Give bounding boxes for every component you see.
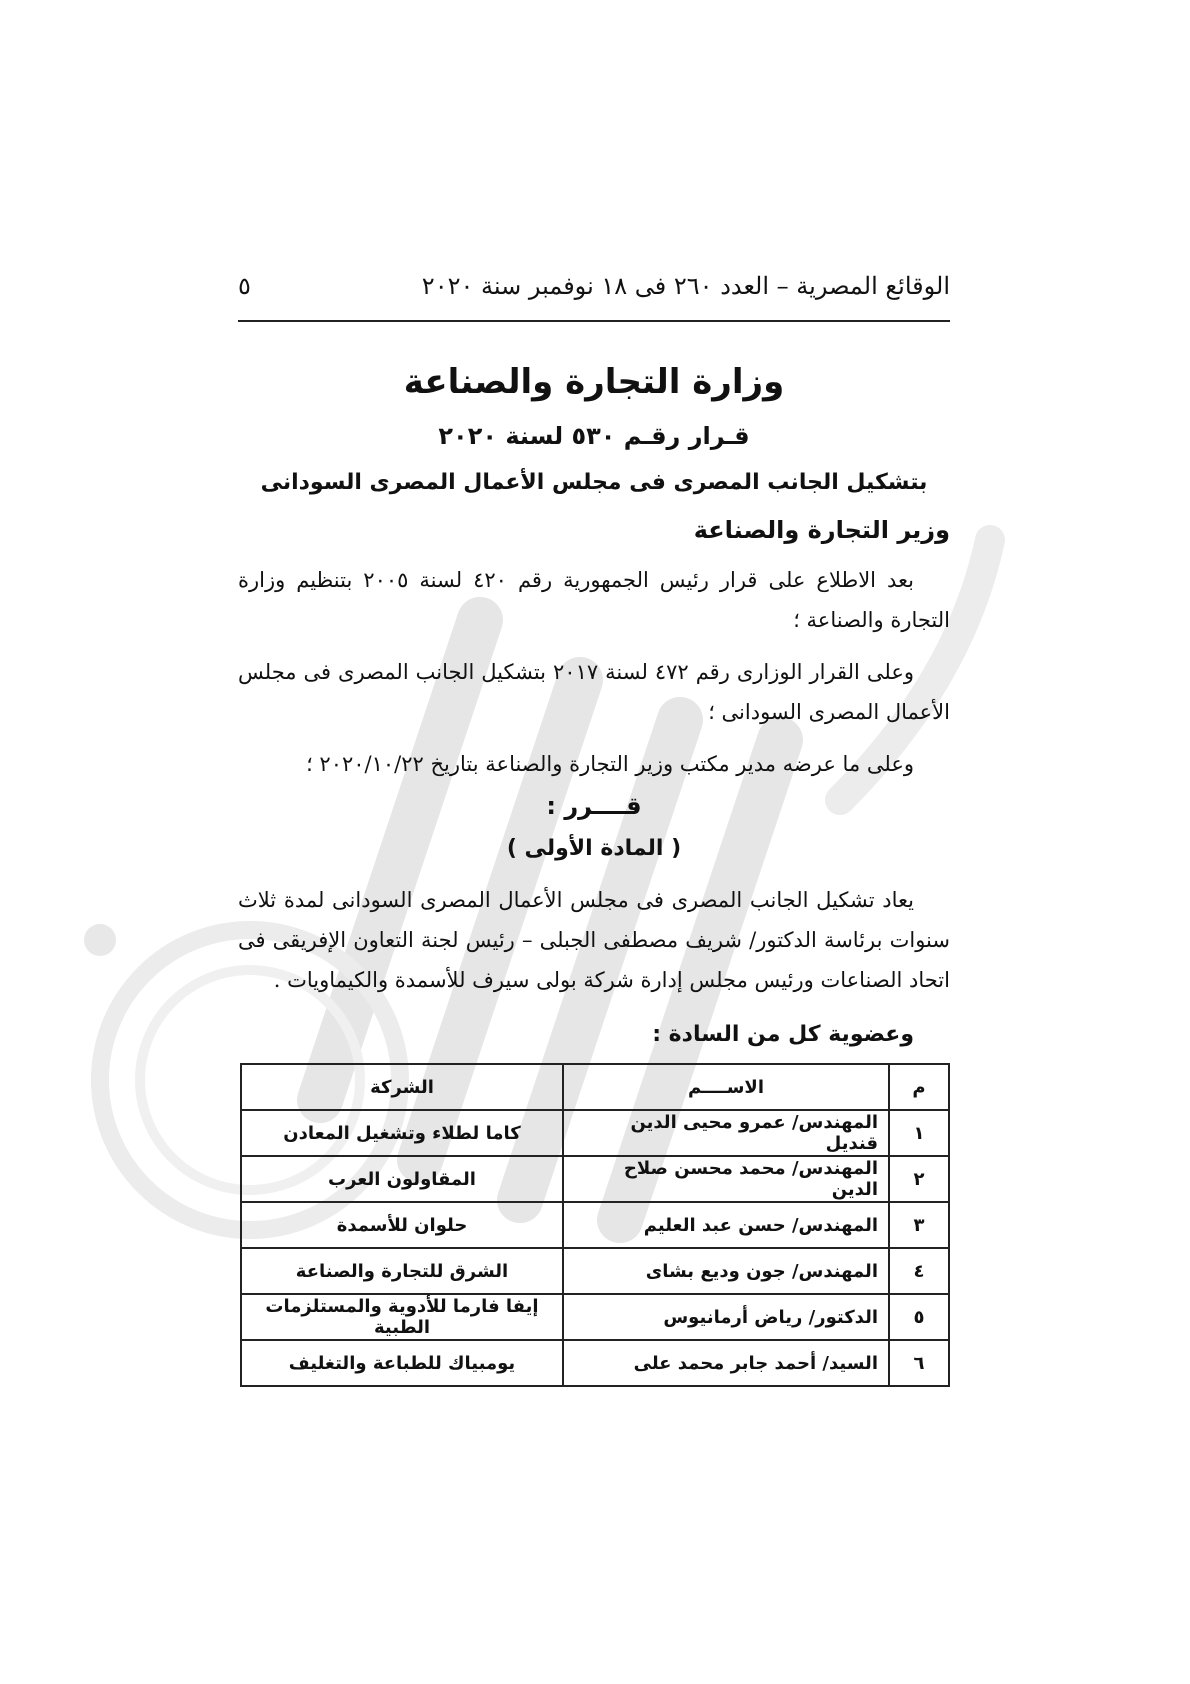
members-table [240,1063,950,1387]
ministry-title: وزارة التجارة والصناعة [403,362,785,402]
row-num: ٦ [889,1340,949,1386]
preamble-paragraph: وعلى ما عرضه مدير مكتب وزير التجارة والصناعة بتاريخ ٢٠٢٠/١٠/٢٢ ؛ [306,752,914,776]
row-company: الشرق للتجارة والصناعة [241,1248,563,1294]
minister-heading: وزير التجارة والصناعة [693,516,950,544]
table-row [241,1110,949,1156]
header-name: الاســــم [563,1064,889,1110]
row-company: حلوان للأسمدة [241,1202,563,1248]
page-number: ٥ [238,272,251,300]
row-company: إيفا فارما للأدوية والمستلزمات الطبية [241,1294,563,1340]
preamble-paragraph: وعلى القرار الوزارى رقم ٤٧٢ لسنة ٢٠١٧ بتشكيل الجانب المصرى فى مجلس الأعمال المصرى السودانى ؛ [238,660,950,724]
decision-subject: بتشكيل الجانب المصرى فى مجلس الأعمال المصرى السودانى [260,470,928,495]
table-row [241,1294,949,1340]
row-name: السيد/ أحمد جابر محمد على [563,1340,889,1386]
table-row [241,1340,949,1386]
article-title: ( المادة الأولى ) [506,836,682,861]
row-num: ٣ [889,1202,949,1248]
article-text: يعاد تشكيل الجانب المصرى فى مجلس الأعمال المصرى السودانى لمدة ثلاث سنوات برئاسة الدكتور/ شريف مصطفى الجبلى – رئيس لجنة التعاون الإفريقى فى اتحاد الصناعات ورئيس مجلس إدارة شركة بولى سيرف للأسمدة والكيماويات . [238,888,950,992]
row-num: ٢ [889,1156,949,1202]
decision-number: قـرار رقـم ٥٣٠ لسنة ٢٠٢٠ [438,422,750,450]
row-name: المهندس/ عمرو محيى الدين قنديل [563,1110,889,1156]
gazette-issue-line: الوقائع المصرية – العدد ٢٦٠ فى ١٨ نوفمبر سنة ٢٠٢٠ [421,272,950,300]
row-num: ٤ [889,1248,949,1294]
row-num: ٥ [889,1294,949,1340]
decided-heading: قــــرر : [546,792,642,820]
row-name: المهندس/ جون وديع بشاى [563,1248,889,1294]
row-company: كاما لطلاء وتشغيل المعادن [241,1110,563,1156]
header-divider [238,320,950,322]
row-company: المقاولون العرب [241,1156,563,1202]
row-company: يومبياك للطباعة والتغليف [241,1340,563,1386]
row-name: المهندس/ حسن عبد العليم [563,1202,889,1248]
table-header-row [241,1064,949,1110]
page-header [238,272,950,300]
membership-label: وعضوية كل من السادة : [652,1022,914,1047]
table-row [241,1202,949,1248]
header-num: م [889,1064,949,1110]
table-row [241,1248,949,1294]
row-name: المهندس/ محمد محسن صلاح الدين [563,1156,889,1202]
preamble-paragraph: بعد الاطلاع على قرار رئيس الجمهورية رقم ٤٢٠ لسنة ٢٠٠٥ بتنظيم وزارة التجارة والصناعة ؛ [238,568,950,632]
row-name: الدكتور/ رياض أرمانيوس [563,1294,889,1340]
row-num: ١ [889,1110,949,1156]
table-row [241,1156,949,1202]
header-company: الشركة [241,1064,563,1110]
